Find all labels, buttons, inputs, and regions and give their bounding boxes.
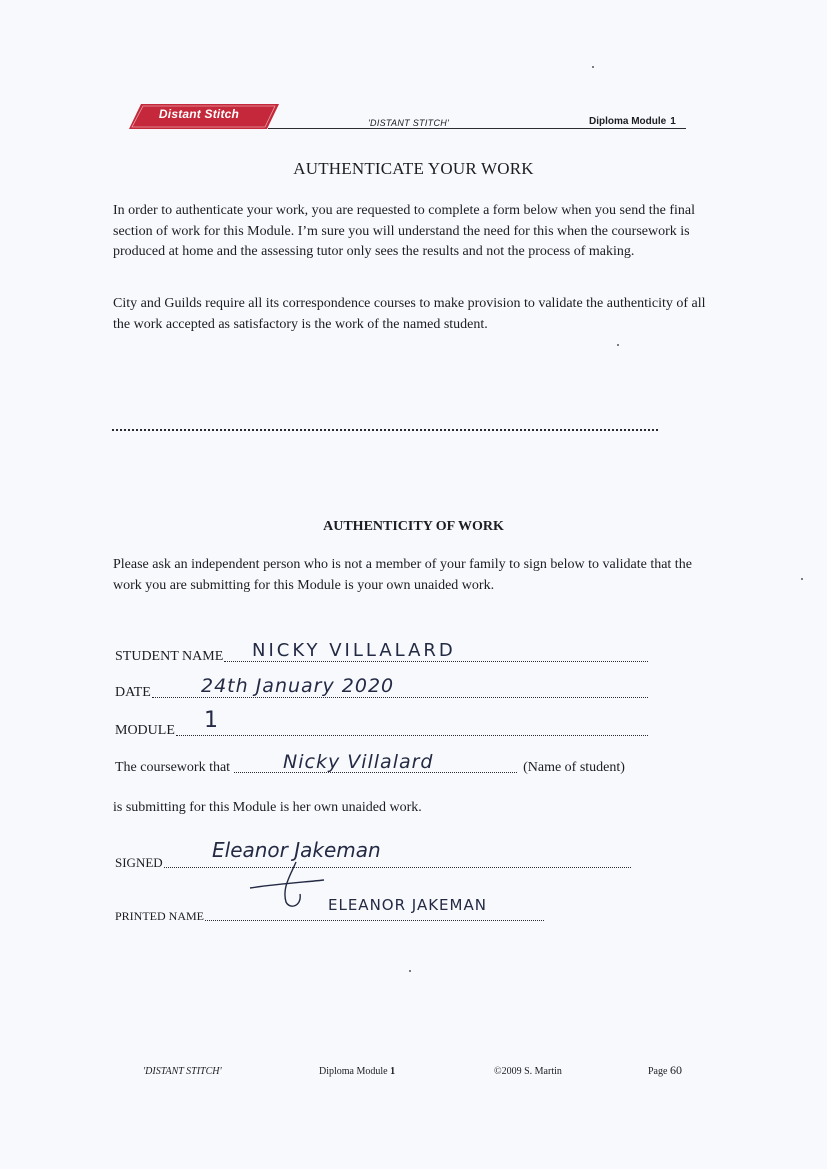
signature-flourish — [246, 858, 326, 910]
page-title: AUTHENTICATE YOUR WORK — [293, 159, 534, 178]
student-name-label: STUDENT NAME — [115, 649, 224, 664]
date-label: DATE — [115, 685, 151, 700]
printed-name-label: PRINTED NAME — [115, 909, 204, 923]
coursework-name-handwriting: Nicky Villalard — [283, 751, 434, 773]
dotted-separator — [112, 428, 658, 431]
header-module-label: Diploma Module — [589, 116, 667, 127]
printed-name-handwriting: ELEANOR JAKEMAN — [328, 896, 487, 914]
date-handwriting: 24th January 2020 — [201, 675, 395, 697]
header-module — [589, 116, 676, 127]
coursework-prefix: The coursework that — [115, 760, 231, 775]
footer-page-label: Page — [648, 1066, 668, 1077]
distant-stitch-logo — [129, 103, 279, 130]
scan-speck — [801, 578, 803, 580]
signature-field[interactable] — [164, 863, 631, 868]
header-course-name: 'DISTANT STITCH' — [368, 118, 450, 128]
signature-handwriting: Eleanor Jakeman — [212, 838, 381, 862]
header-module-number: 1 — [670, 116, 676, 127]
footer-module — [319, 1066, 395, 1077]
coursework-suffix: (Name of student) — [523, 760, 625, 775]
module-row — [115, 723, 648, 739]
footer-page — [648, 1063, 682, 1078]
signed-label: SIGNED — [115, 855, 163, 870]
header-rule — [268, 128, 686, 129]
module-label: MODULE — [115, 723, 175, 738]
scan-speck — [617, 344, 619, 346]
scan-speck — [592, 66, 594, 68]
printed-name-field[interactable] — [205, 916, 544, 921]
scan-speck — [409, 970, 411, 972]
footer-copyright: ©2009 S. Martin — [494, 1066, 562, 1077]
module-field[interactable] — [176, 731, 648, 736]
footer-course-name: 'DISTANT STITCH' — [143, 1066, 222, 1077]
intro-paragraph-2: City and Guilds require all its correspondence courses to make provision to validate the authenticity of all the work accepted as satisfactory is the work of the named student. — [113, 296, 706, 332]
statement-text: is submitting for this Module is her own unaided work. — [113, 800, 422, 815]
footer-module-number: 1 — [390, 1066, 396, 1077]
footer-module-label: Diploma Module — [319, 1066, 388, 1077]
module-handwriting: 1 — [204, 708, 220, 733]
logo-text: Distant Stitch — [158, 107, 240, 121]
section-title: AUTHENTICITY OF WORK — [323, 519, 504, 534]
instruction-paragraph: Please ask an independent person who is not a member of your family to sign below to validate that the work you are submitting for this Module is your own unaided work. — [113, 557, 692, 593]
student-name-handwriting: NICKY VILLALARD — [252, 640, 456, 661]
intro-paragraph-1: In order to authenticate your work, you are requested to complete a form below when you send the final section of work for this Module. I’m sure you will understand the need for this when the coursework is produced at home and the assessing tutor only sees the results and not the process of making. — [113, 203, 695, 259]
footer-page-number: 60 — [669, 1063, 682, 1077]
